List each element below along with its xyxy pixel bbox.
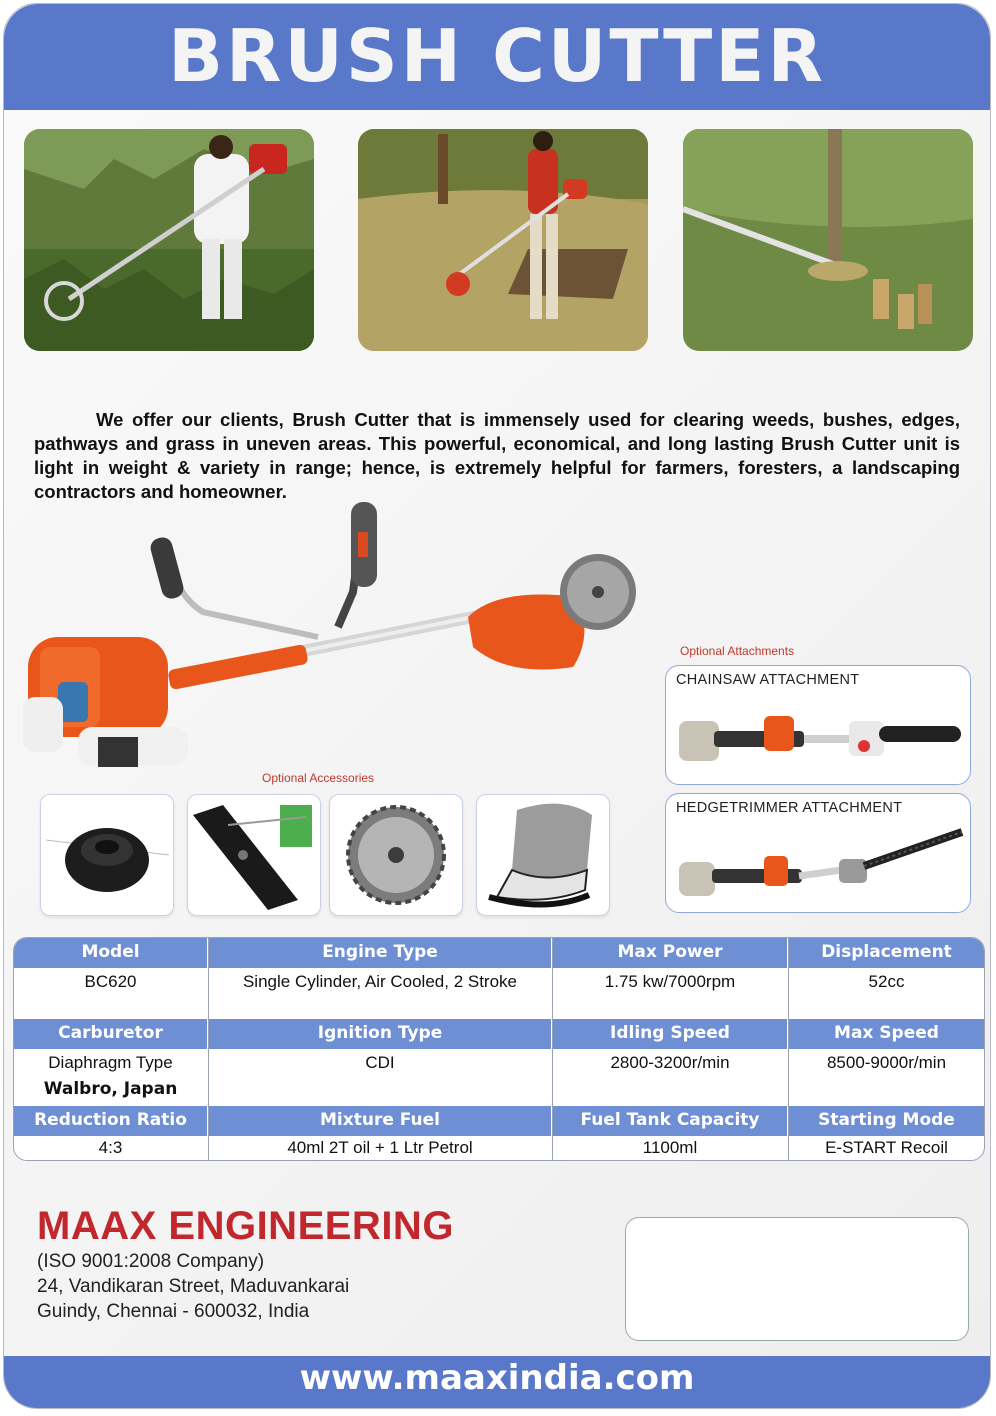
- spec-header-carburetor: Carburetor: [14, 1019, 207, 1049]
- contact-box: [625, 1217, 969, 1341]
- specifications-table: [13, 937, 985, 1161]
- table-divider: [552, 938, 553, 1160]
- company-address-line2: Guindy, Chennai - 600032, India: [37, 1301, 310, 1322]
- hedgetrimmer-attachment-card: [665, 793, 971, 913]
- spec-header-idling-speed: Idling Speed: [553, 1019, 787, 1049]
- hedgetrimmer-attachment-image: [674, 824, 964, 904]
- intro-paragraph: We offer our clients, Brush Cutter that is immensely used for clearing weeds, bushes, edges, pathways and grass in uneven areas. This powerful, economical, and long lasting Brush Cutter unit is light in weight & variety in range; hence, is extremely helpful for farmers, foresters, a landscaping contractors and homeowner.: [34, 408, 960, 502]
- saw-blade-accessory: [329, 794, 463, 916]
- spec-value-idling-speed: 2800-3200r/min: [610, 1053, 730, 1072]
- spec-value-model: BC620: [84, 972, 137, 991]
- optional-accessories-label: Optional Accessories: [262, 771, 375, 785]
- spec-value-mixture-fuel: 40ml 2T oil + 1 Ltr Petrol: [287, 1138, 473, 1157]
- spec-header-displacement: Displacement: [789, 938, 984, 968]
- page-title: BRUSH CUTTER: [168, 14, 826, 98]
- spec-header-model: Model: [14, 938, 207, 968]
- spec-value-displacement: 52cc: [868, 972, 905, 991]
- table-divider: [788, 938, 789, 1160]
- spec-header-reduction-ratio: Reduction Ratio: [14, 1106, 207, 1136]
- spec-value-engine-type: Single Cylinder, Air Cooled, 2 Stroke: [242, 972, 518, 991]
- photo-stump-cutting: [683, 129, 973, 351]
- spec-header-engine-type: Engine Type: [209, 938, 551, 968]
- company-certification: (ISO 9001:2008 Company): [37, 1251, 265, 1272]
- photo-grass-cutting: [24, 129, 314, 351]
- chainsaw-attachment-image: [674, 696, 964, 776]
- spec-header-max-speed: Max Speed: [789, 1019, 984, 1049]
- table-divider: [208, 938, 209, 1160]
- chainsaw-attachment-title: CHAINSAW ATTACHMENT: [676, 672, 860, 688]
- blade-guard-accessory: [476, 794, 610, 916]
- company-name: MAAX ENGINEERING: [37, 1204, 454, 1248]
- optional-attachments-label: Optional Attachments: [680, 644, 795, 658]
- spec-value-carburetor-brand: Walbro, Japan: [43, 1079, 178, 1099]
- spec-value-max-power: 1.75 kw/7000rpm: [604, 972, 736, 991]
- spec-header-starting-mode: Starting Mode: [789, 1106, 984, 1136]
- company-address-line1: 24, Vandikaran Street, Maduvankarai: [37, 1276, 350, 1297]
- photo-dry-field: [358, 129, 648, 351]
- spec-value-max-speed: 8500-9000r/min: [826, 1053, 947, 1072]
- spec-value-carburetor: Diaphragm Type: [48, 1053, 173, 1072]
- spec-value-fuel-tank-capacity: 1100ml: [642, 1138, 698, 1157]
- brochure-page: [3, 3, 991, 1409]
- website-link[interactable]: www.maaxindia.com: [299, 1358, 695, 1398]
- hedgetrimmer-attachment-title: HEDGETRIMMER ATTACHMENT: [676, 800, 903, 816]
- spec-header-max-power: Max Power: [553, 938, 787, 968]
- spec-value-reduction-ratio: 4:3: [98, 1138, 123, 1157]
- chainsaw-attachment-card: [665, 665, 971, 785]
- brush-cutter-product-image: [18, 497, 638, 775]
- spec-header-ignition-type: Ignition Type: [209, 1019, 551, 1049]
- spec-header-mixture-fuel: Mixture Fuel: [209, 1106, 551, 1136]
- spec-header-fuel-tank-capacity: Fuel Tank Capacity: [553, 1106, 787, 1136]
- spec-value-starting-mode: E-START Recoil: [825, 1138, 948, 1157]
- trimmer-head-accessory: [40, 794, 174, 916]
- spec-value-ignition-type: CDI: [365, 1053, 395, 1072]
- metal-blade-accessory: [187, 794, 321, 916]
